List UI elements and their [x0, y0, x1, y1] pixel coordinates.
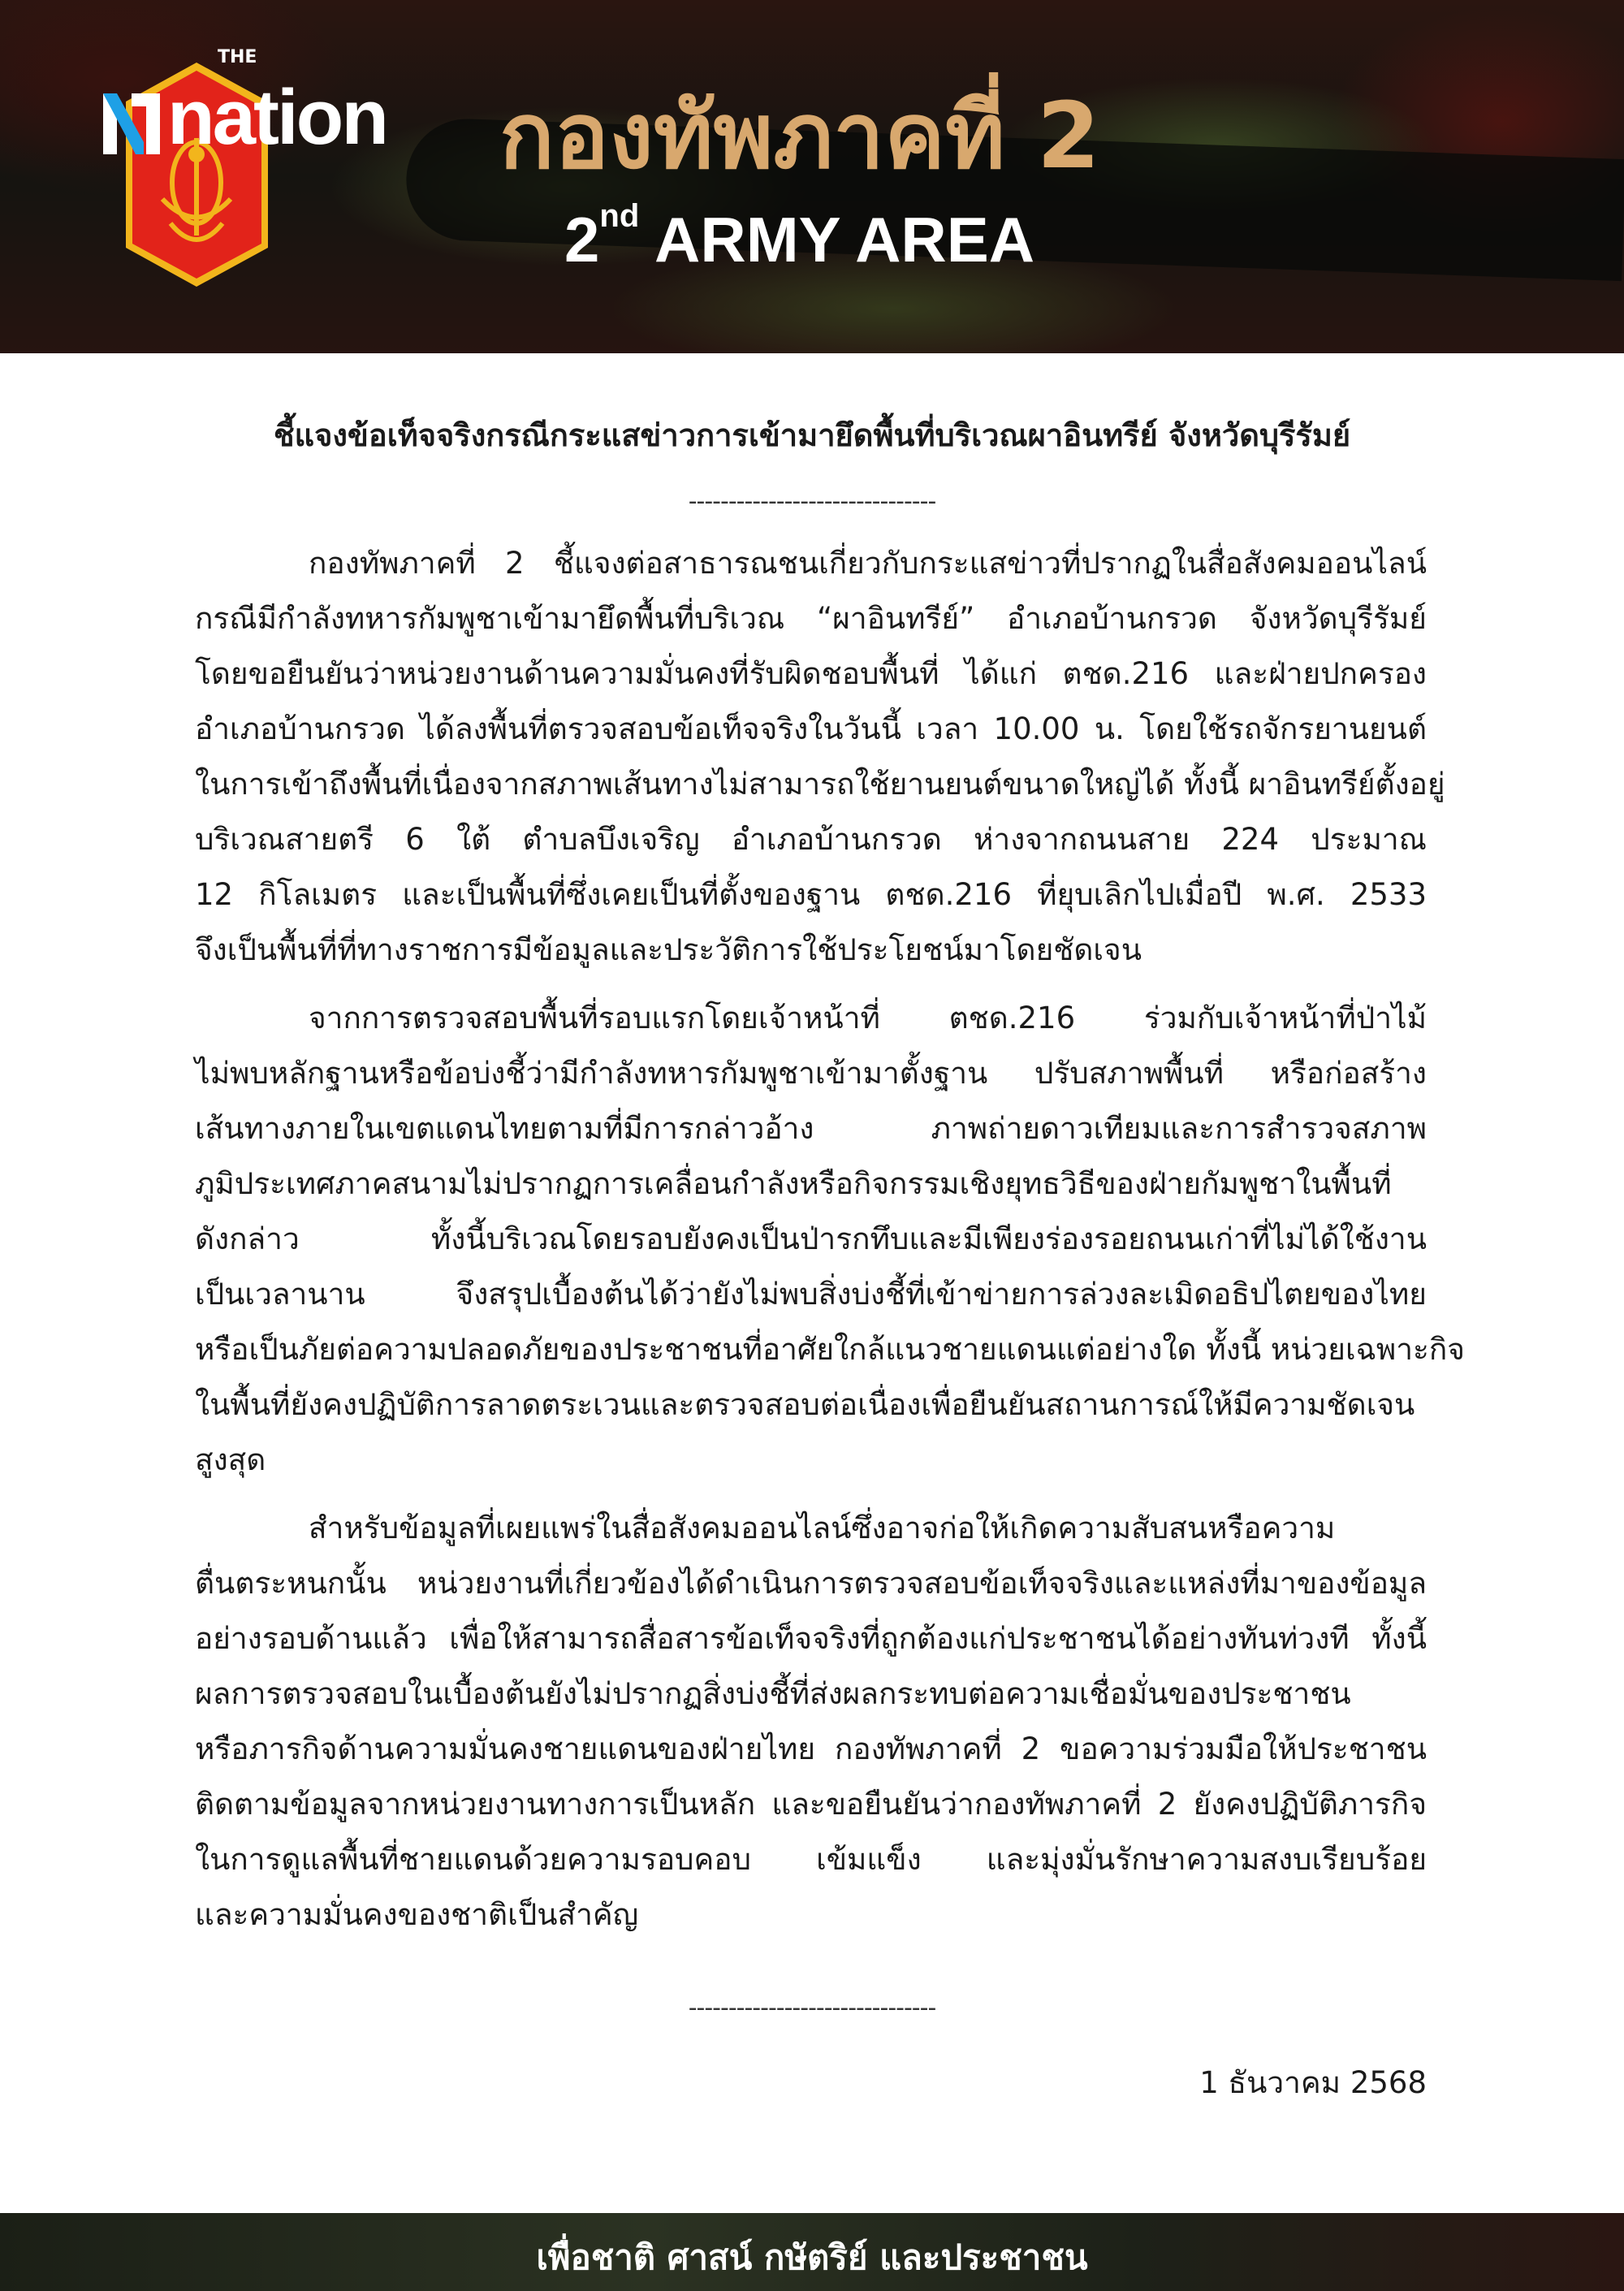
paragraph-line: กรณีมีกำลังทหารกัมพูชาเข้ามายึดพื้นที่บริเวณ “ผาอินทรีย์” อำเภอบ้านกรวด จังหวัดบุรีรัมย์	[195, 601, 1427, 636]
paragraph-line: จึงเป็นพื้นที่ที่ทางราชการมีข้อมูลและประวัติการใช้ประโยชน์มาโดยชัดเจน	[195, 932, 1142, 967]
paragraph-line: เป็นเวลานาน จึงสรุปเบื้องต้นได้ว่ายังไม่พบสิ่งบ่งชี้ที่เข้าข่ายการล่วงละเมิดอธิปไตยของไทย	[195, 1277, 1427, 1312]
paragraph-line: ในการดูแลพื้นที่ชายแดนด้วยความรอบคอบ เข้มแข็ง และมุ่งมั่นรักษาความสงบเรียบร้อย	[195, 1842, 1427, 1877]
header-title-english	[564, 198, 1035, 277]
paragraph-line: อย่างรอบด้านแล้ว เพื่อให้สามารถสื่อสารข้อเท็จจริงที่ถูกต้องแก่ประชาชนได้อย่างทันท่วงที ทั้งนี้	[195, 1621, 1427, 1656]
footer-banner	[0, 2213, 1624, 2291]
paragraph	[195, 991, 1465, 1488]
ordinal-suffix: nd	[599, 198, 640, 234]
header-banner	[0, 0, 1624, 353]
paragraph	[195, 1501, 1427, 1943]
paragraph-line: สูงสุด	[195, 1442, 266, 1477]
the-nation-logo	[99, 74, 387, 161]
paragraph-line: ในการเข้าถึงพื้นที่เนื่องจากสภาพเส้นทางไม่สามารถใช้ยานยนต์ขนาดใหญ่ได้ ทั้งนี้ ผาอินทรีย์ตั้งอยู่	[195, 767, 1445, 802]
brand-name: nation	[167, 74, 387, 161]
document-body	[195, 536, 1465, 1943]
army-area-label: ARMY AREA	[654, 204, 1035, 275]
paragraph-line: เส้นทางภายในเขตแดนไทยตามที่มีการกล่าวอ้าง ภาพถ่ายดาวเทียมและการสำรวจสภาพ	[195, 1111, 1427, 1146]
paragraph-line: โดยขอยืนยันว่าหน่วยงานด้านความมั่นคงที่รับผิดชอบพื้นที่ ได้แก่ ตชด.216 และฝ่ายปกครอง	[195, 656, 1427, 691]
divider-top: -------------------------------	[688, 487, 936, 516]
paragraph-line: อำเภอบ้านกรวด ได้ลงพื้นที่ตรวจสอบข้อเท็จจริงในวันนี้ เวลา 10.00 น. โดยใช้รถจักรยานยนต์	[195, 711, 1427, 746]
paragraph-line: ตื่นตระหนกนั้น หน่วยงานที่เกี่ยวข้องได้ดำเนินการตรวจสอบข้อเท็จจริงและแหล่งที่มาของข้อมูล	[195, 1566, 1427, 1601]
document-date: 1 ธันวาคม 2568	[1199, 2065, 1427, 2100]
divider-bottom: -------------------------------	[688, 1994, 936, 2022]
paragraph-line: ดังกล่าว ทั้งนี้บริเวณโดยรอบยังคงเป็นป่ารกทึบและมีเพียงร่องรอยถนนเก่าที่ไม่ได้ใช้งาน	[195, 1221, 1427, 1256]
army-number: 2	[564, 204, 600, 275]
paragraph-line: หรือเป็นภัยต่อความปลอดภัยของประชาชนที่อาศัยใกล้แนวชายแดนแต่อย่างใด ทั้งนี้ หน่วยเฉพาะกิจ	[195, 1332, 1465, 1367]
paragraph-line: ภูมิประเทศภาคสนามไม่ปรากฏการเคลื่อนกำลังหรือกิจกรรมเชิงยุทธวิธีของฝ่ายกัมพูชาในพื้นที่	[195, 1166, 1392, 1201]
paragraph-line: กองทัพภาคที่ 2 ชี้แจงต่อสาธารณชนเกี่ยวกับกระแสข่าวที่ปรากฏในสื่อสังคมออนไลน์	[309, 546, 1427, 581]
paragraph-line: หรือภารกิจด้านความมั่นคงชายแดนของฝ่ายไทย กองทัพภาคที่ 2 ขอความร่วมมือให้ประชาชน	[195, 1731, 1427, 1766]
paragraph-line: ในพื้นที่ยังคงปฏิบัติการลาดตระเวนและตรวจสอบต่อเนื่องเพื่อยืนยันสถานการณ์ให้มีความชัดเจน	[195, 1387, 1415, 1422]
footer-motto: เพื่อชาติ ศาสน์ กษัตริย์ และประชาชน	[536, 2237, 1088, 2277]
paragraph-line: สำหรับข้อมูลที่เผยแพร่ในสื่อสังคมออนไลน์ซึ่งอาจก่อให้เกิดความสับสนหรือความ	[309, 1511, 1336, 1545]
paragraph-line: และความมั่นคงของชาติเป็นสำคัญ	[195, 1897, 639, 1932]
header-title-thai: กองทัพภาคที่ 2	[499, 84, 1100, 189]
paragraph-line: 12 กิโลเมตร และเป็นพื้นที่ซึ่งเคยเป็นที่ตั้งของฐาน ตชด.216 ที่ยุบเลิกไปเมื่อปี พ.ศ. 2533	[195, 877, 1427, 912]
paragraph-line: ผลการตรวจสอบในเบื้องต้นยังไม่ปรากฏสิ่งบ่งชี้ที่ส่งผลกระทบต่อความเชื่อมั่นของประชาชน	[195, 1676, 1351, 1711]
paragraph-line: บริเวณสายตรี 6 ใต้ ตำบลบึงเจริญ อำเภอบ้านกรวด ห่างจากถนนสาย 224 ประมาณ	[195, 822, 1427, 857]
paragraph	[195, 536, 1445, 978]
paragraph-line: ไม่พบหลักฐานหรือข้อบ่งชี้ว่ามีกำลังทหารกัมพูชาเข้ามาตั้งฐาน ปรับสภาพพื้นที่ หรือก่อสร้าง	[195, 1056, 1427, 1091]
nation-n-logo-icon	[99, 85, 164, 158]
document-title: ชี้แจงข้อเท็จจริงกรณีกระแสข่าวการเข้ามายึดพื้นที่บริเวณผาอินทรีย์ จังหวัดบุรีรัมย์	[273, 417, 1351, 453]
brand-prefix: THE	[218, 47, 257, 67]
paragraph-line: จากการตรวจสอบพื้นที่รอบแรกโดยเจ้าหน้าที่ ตชด.216 ร่วมกับเจ้าหน้าที่ป่าไม้	[309, 1001, 1427, 1035]
paragraph-line: ติดตามข้อมูลจากหน่วยงานทางการเป็นหลัก และขอยืนยันว่ากองทัพภาคที่ 2 ยังคงปฏิบัติภารกิจ	[195, 1787, 1427, 1822]
